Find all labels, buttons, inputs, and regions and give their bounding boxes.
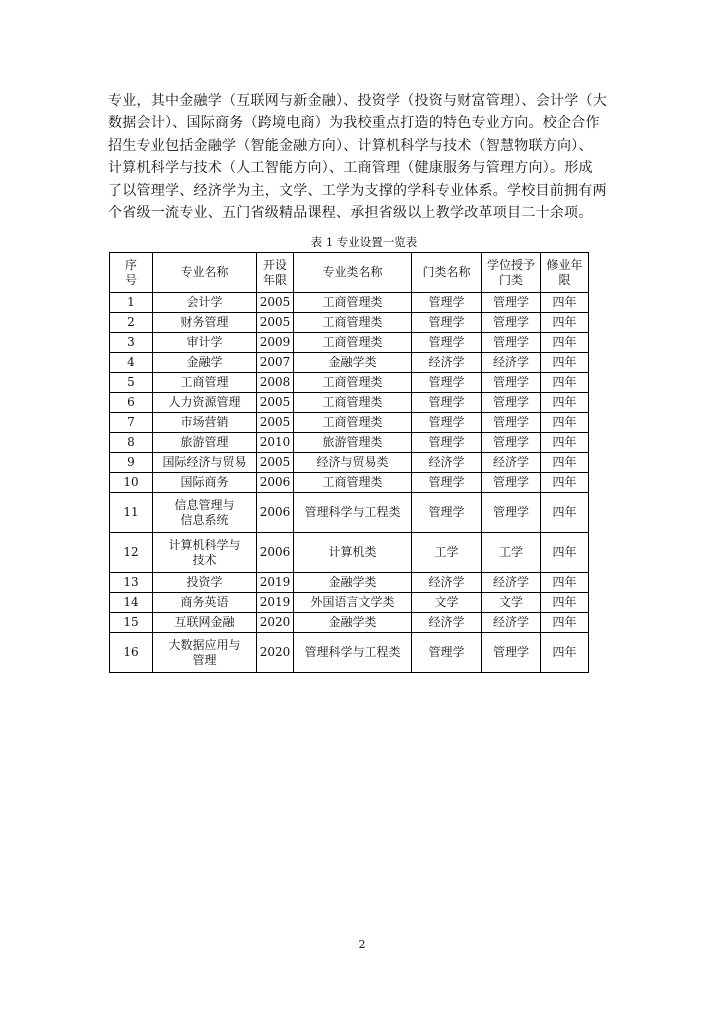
- cell-start-year: 2019: [257, 593, 294, 613]
- cell-start-year: 2005: [257, 293, 294, 313]
- paragraph-line: 招生专业包括金融学（智能金融方向）、计算机科学与技术（智慧物联方向）、: [108, 137, 593, 154]
- cell-category: 管理学: [412, 433, 482, 453]
- cell-major-class: 计算机类: [294, 533, 412, 573]
- cell-major-class: 工商管理类: [294, 473, 412, 493]
- major-name-text: 财务管理: [180, 315, 229, 329]
- cell-category: 经济学: [412, 573, 482, 593]
- cell-major-class: 工商管理类: [294, 333, 412, 353]
- major-name-text: 会计学: [186, 295, 223, 309]
- cell-category: 管理学: [412, 473, 482, 493]
- cell-start-year: 2006: [257, 533, 294, 573]
- cell-number: 4: [110, 353, 153, 373]
- major-name-text: 市场营销: [180, 415, 229, 429]
- paragraph-line: 专业，其中金融学（互联网与新金融）、投资学（投资与财富管理）、会计学（大: [108, 93, 607, 109]
- cell-degree: 工学: [482, 533, 541, 573]
- major-name-text: 审计学: [186, 335, 223, 349]
- cell-start-year: 2009: [257, 333, 294, 353]
- cell-duration: 四年: [541, 493, 589, 533]
- header-text: 门类: [498, 272, 523, 287]
- cell-number: 15: [110, 613, 153, 633]
- major-name-text: 国际商务: [180, 475, 229, 489]
- cell-duration: 四年: [541, 413, 589, 433]
- majors-table: [109, 252, 589, 673]
- cell-major-class: 工商管理类: [294, 313, 412, 333]
- paragraph-line: 个省级一流专业、五门省级精品课程、承担省级以上教学改革项目二十余项。: [108, 205, 593, 222]
- table-row: [110, 533, 589, 573]
- cell-start-year: 2007: [257, 353, 294, 373]
- cell-degree: 管理学: [482, 493, 541, 533]
- cell-category: 管理学: [412, 333, 482, 353]
- major-name-text: 大数据应用与: [168, 637, 241, 652]
- col-header-duration: [541, 253, 589, 293]
- major-name-text: 商务英语: [180, 595, 229, 609]
- cell-major-name: [153, 593, 257, 613]
- cell-category: 管理学: [412, 293, 482, 313]
- cell-degree: 经济学: [482, 353, 541, 373]
- major-name-text: 旅游管理: [180, 435, 229, 449]
- major-name-text: 投资学: [186, 575, 223, 589]
- major-name-text: 计算机科学与: [168, 537, 241, 552]
- cell-category: 管理学: [412, 413, 482, 433]
- cell-major-name: [153, 533, 257, 573]
- cell-category: 经济学: [412, 353, 482, 373]
- cell-number: 9: [110, 453, 153, 473]
- header-text: 专业名称: [180, 265, 229, 279]
- cell-duration: 四年: [541, 353, 589, 373]
- cell-duration: 四年: [541, 433, 589, 453]
- cell-degree: 管理学: [482, 313, 541, 333]
- cell-number: 11: [110, 493, 153, 533]
- cell-start-year: 2006: [257, 473, 294, 493]
- cell-degree: 管理学: [482, 333, 541, 353]
- cell-number: 5: [110, 373, 153, 393]
- cell-major-name: [153, 393, 257, 413]
- cell-start-year: 2005: [257, 313, 294, 333]
- table-row: [110, 413, 589, 433]
- cell-number: 2: [110, 313, 153, 333]
- col-header-no: [110, 253, 153, 293]
- cell-degree: 文学: [482, 593, 541, 613]
- cell-major-class: 经济与贸易类: [294, 453, 412, 473]
- cell-number: 13: [110, 573, 153, 593]
- cell-degree: 管理学: [482, 373, 541, 393]
- major-name-text: 信息系统: [180, 512, 229, 527]
- cell-start-year: 2005: [257, 393, 294, 413]
- cell-duration: 四年: [541, 333, 589, 353]
- table-row: [110, 573, 589, 593]
- major-name-text: 金融学: [186, 355, 223, 369]
- table-row: [110, 293, 589, 313]
- cell-duration: 四年: [541, 453, 589, 473]
- table-row: [110, 473, 589, 493]
- cell-degree: 管理学: [482, 433, 541, 453]
- cell-category: 管理学: [412, 313, 482, 333]
- cell-major-class: 工商管理类: [294, 413, 412, 433]
- cell-degree: 管理学: [482, 473, 541, 493]
- cell-degree: 管理学: [482, 633, 541, 673]
- cell-start-year: 2020: [257, 633, 294, 673]
- major-name-text: 人力资源管理: [168, 395, 241, 409]
- cell-major-class: 金融学类: [294, 353, 412, 373]
- major-name-text: 国际经济与贸易: [162, 455, 247, 469]
- cell-duration: 四年: [541, 293, 589, 313]
- table-row: [110, 613, 589, 633]
- cell-start-year: 2019: [257, 573, 294, 593]
- header-text: 学位授予: [486, 257, 535, 272]
- cell-duration: 四年: [541, 313, 589, 333]
- col-header-major-class: [294, 253, 412, 293]
- cell-number: 3: [110, 333, 153, 353]
- cell-number: 14: [110, 593, 153, 613]
- cell-start-year: 2020: [257, 613, 294, 633]
- header-text: 号: [124, 272, 137, 287]
- cell-duration: 四年: [541, 533, 589, 573]
- table-row: [110, 393, 589, 413]
- cell-degree: 经济学: [482, 453, 541, 473]
- body-paragraph: [108, 90, 620, 224]
- cell-major-name: [153, 613, 257, 633]
- cell-category: 文学: [412, 593, 482, 613]
- cell-major-class: 外国语言文学类: [294, 593, 412, 613]
- table-row: [110, 433, 589, 453]
- cell-major-name: [153, 473, 257, 493]
- cell-major-name: [153, 353, 257, 373]
- header-text: 限: [558, 272, 571, 287]
- header-text: 序: [124, 257, 137, 272]
- cell-major-class: 旅游管理类: [294, 433, 412, 453]
- table-row: [110, 593, 589, 613]
- major-name-text: 工商管理: [180, 375, 229, 389]
- cell-start-year: 2006: [257, 493, 294, 533]
- cell-duration: 四年: [541, 613, 589, 633]
- cell-major-class: 金融学类: [294, 573, 412, 593]
- cell-degree: 管理学: [482, 293, 541, 313]
- cell-duration: 四年: [541, 593, 589, 613]
- cell-degree: 经济学: [482, 573, 541, 593]
- col-header-major-name: [153, 253, 257, 293]
- cell-number: 1: [110, 293, 153, 313]
- paragraph-line: 数据会计）、国际商务（跨境电商）为我校重点打造的特色专业方向。校企合作: [108, 115, 600, 132]
- cell-category: 管理学: [412, 493, 482, 533]
- header-text: 修业年: [546, 257, 583, 272]
- cell-number: 10: [110, 473, 153, 493]
- cell-major-name: [153, 413, 257, 433]
- cell-category: 经济学: [412, 453, 482, 473]
- cell-degree: 管理学: [482, 413, 541, 433]
- col-header-category: [412, 253, 482, 293]
- cell-degree: 经济学: [482, 613, 541, 633]
- cell-degree: 管理学: [482, 393, 541, 413]
- cell-category: 工学: [412, 533, 482, 573]
- cell-duration: 四年: [541, 573, 589, 593]
- table-row: [110, 633, 589, 673]
- cell-number: 7: [110, 413, 153, 433]
- table-caption: 表 1 专业设置一览表: [310, 235, 418, 249]
- cell-number: 6: [110, 393, 153, 413]
- page-number: 2: [358, 938, 366, 951]
- major-name-text: 管理: [192, 652, 217, 667]
- cell-category: 管理学: [412, 393, 482, 413]
- cell-start-year: 2005: [257, 453, 294, 473]
- cell-major-class: 管理科学与工程类: [294, 493, 412, 533]
- cell-duration: 四年: [541, 393, 589, 413]
- paragraph-line: 计算机科学与技术（人工智能方向）、工商管理（健康服务与管理方向）。形成: [108, 160, 593, 177]
- major-name-text: 互联网金融: [174, 615, 235, 629]
- cell-number: 12: [110, 533, 153, 573]
- cell-major-class: 工商管理类: [294, 373, 412, 393]
- cell-start-year: 2005: [257, 413, 294, 433]
- table-row: [110, 373, 589, 393]
- cell-major-class: 工商管理类: [294, 293, 412, 313]
- cell-duration: 四年: [541, 373, 589, 393]
- cell-duration: 四年: [541, 473, 589, 493]
- cell-major-class: 管理科学与工程类: [294, 633, 412, 673]
- table-row: [110, 313, 589, 333]
- cell-major-name: [153, 633, 257, 673]
- table-row: [110, 493, 589, 533]
- table-row: [110, 333, 589, 353]
- cell-number: 16: [110, 633, 153, 673]
- header-text: 年限: [262, 272, 287, 287]
- cell-major-name: [153, 373, 257, 393]
- cell-major-name: [153, 433, 257, 453]
- col-header-degree: [482, 253, 541, 293]
- cell-category: 管理学: [412, 633, 482, 673]
- header-text: 专业类名称: [322, 265, 383, 279]
- cell-major-name: [153, 493, 257, 533]
- table-row: [110, 353, 589, 373]
- table-row: [110, 453, 589, 473]
- paragraph-line: 了以管理学、经济学为主，文学、工学为支撑的学科专业体系。学校目前拥有两: [108, 182, 607, 199]
- cell-major-name: [153, 453, 257, 473]
- cell-duration: 四年: [541, 633, 589, 673]
- cell-major-name: [153, 333, 257, 353]
- cell-number: 8: [110, 433, 153, 453]
- major-name-text: 信息管理与: [174, 497, 235, 512]
- cell-major-name: [153, 313, 257, 333]
- header-text: 开设: [262, 257, 287, 272]
- cell-major-class: 工商管理类: [294, 393, 412, 413]
- cell-category: 管理学: [412, 373, 482, 393]
- major-name-text: 技术: [192, 552, 217, 567]
- cell-start-year: 2010: [257, 433, 294, 453]
- header-text: 门类名称: [422, 265, 471, 279]
- cell-start-year: 2008: [257, 373, 294, 393]
- col-header-start-year: [257, 253, 294, 293]
- cell-major-name: [153, 573, 257, 593]
- table-header-row: [110, 253, 589, 293]
- cell-major-name: [153, 293, 257, 313]
- cell-category: 经济学: [412, 613, 482, 633]
- cell-major-class: 金融学类: [294, 613, 412, 633]
